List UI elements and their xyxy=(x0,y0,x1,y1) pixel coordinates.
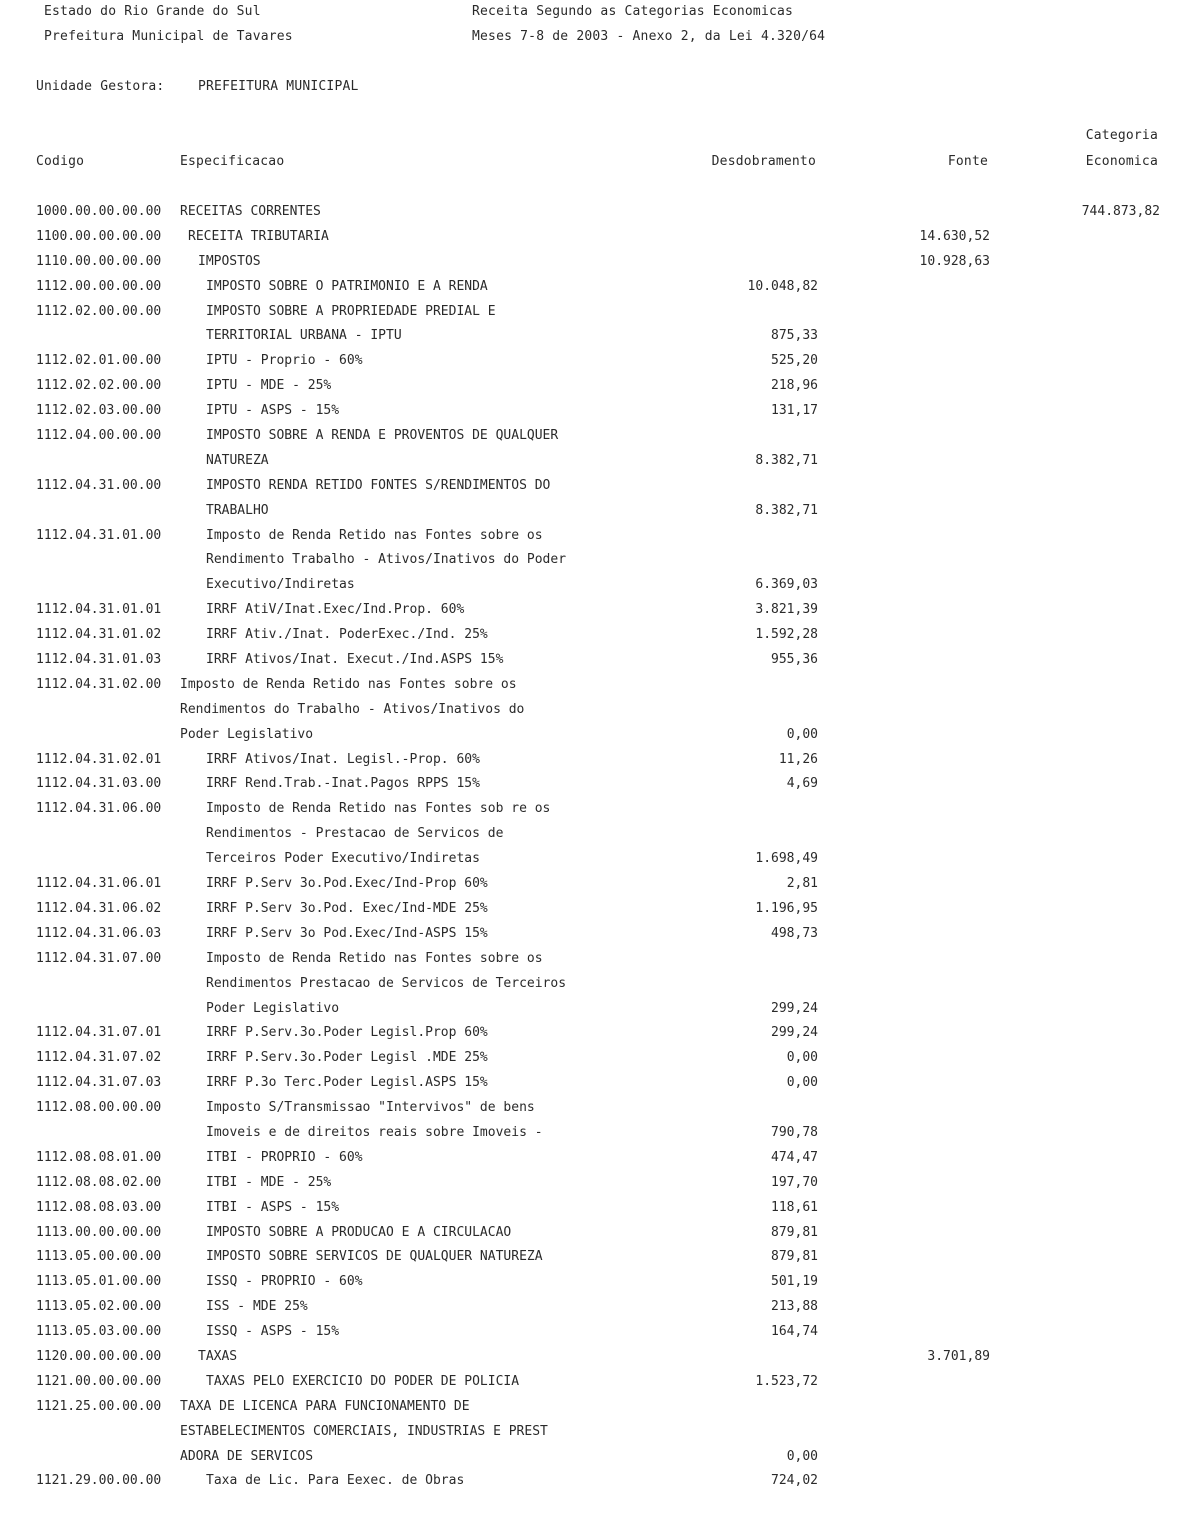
row-code: 1100.00.00.00.00 xyxy=(36,228,162,244)
row-code: 1121.29.00.00.00 xyxy=(36,1473,162,1489)
row-specification: IRRF Rend.Trab.-Inat.Pagos RPPS 15% xyxy=(206,776,480,792)
table-row xyxy=(0,724,1200,749)
row-specification: Imposto de Renda Retido nas Fontes sobre os xyxy=(206,527,543,543)
table-row xyxy=(0,873,1200,898)
table-row xyxy=(0,1197,1200,1222)
row-code: 1110.00.00.00.00 xyxy=(36,253,162,269)
table-row xyxy=(0,549,1200,574)
row-desdobramento-value: 164,74 xyxy=(771,1324,818,1340)
row-desdobramento-value: 0,00 xyxy=(786,726,818,742)
table-row xyxy=(0,948,1200,973)
row-specification: Rendimento Trabalho - Ativos/Inativos do Poder xyxy=(206,552,567,568)
column-header-especificacao: Especificacao xyxy=(180,154,285,169)
row-specification: IRRF P.Serv 3o Pod.Exec/Ind-ASPS 15% xyxy=(206,925,488,941)
row-specification: IPTU - MDE - 25% xyxy=(206,378,332,394)
row-specification: ADORA DE SERVICOS xyxy=(180,1448,314,1464)
table-row xyxy=(0,301,1200,326)
table-row xyxy=(0,848,1200,873)
table-row xyxy=(0,525,1200,550)
row-desdobramento-value: 879,81 xyxy=(771,1224,818,1240)
row-desdobramento-value: 1.698,49 xyxy=(755,851,818,867)
table-row xyxy=(0,425,1200,450)
table-row xyxy=(0,1097,1200,1122)
table-row xyxy=(0,749,1200,774)
row-specification: Rendimentos do Trabalho - Ativos/Inativos do xyxy=(180,701,525,717)
row-code: 1112.04.31.06.03 xyxy=(36,925,162,941)
row-specification: IRRF P.Serv 3o.Pod.Exec/Ind-Prop 60% xyxy=(206,876,488,892)
row-desdobramento-value: 131,17 xyxy=(771,403,818,419)
row-specification: ISS - MDE 25% xyxy=(206,1299,308,1315)
table-row xyxy=(0,1396,1200,1421)
row-desdobramento-value: 1.523,72 xyxy=(755,1373,818,1389)
row-code: 1112.04.31.06.00 xyxy=(36,801,162,817)
unit-label: Unidade Gestora: xyxy=(36,79,165,94)
row-specification: RECEITA TRIBUTARIA xyxy=(188,228,329,244)
row-desdobramento-value: 299,24 xyxy=(771,1025,818,1041)
row-specification: IRRF Ativos/Inat. Legisl.-Prop. 60% xyxy=(206,751,480,767)
row-specification: Imposto de Renda Retido nas Fontes sob re os xyxy=(206,801,551,817)
table-row xyxy=(0,1122,1200,1147)
row-specification: ESTABELECIMENTOS COMERCIAIS, INDUSTRIAS E PREST xyxy=(180,1423,548,1439)
report-title: Receita Segundo as Categorias Economicas xyxy=(472,4,794,19)
row-code: 1112.02.03.00.00 xyxy=(36,403,162,419)
state-name: Estado do Rio Grande do Sul xyxy=(44,4,261,19)
row-desdobramento-value: 474,47 xyxy=(771,1149,818,1165)
row-specification: IMPOSTO RENDA RETIDO FONTES S/RENDIMENTOS DO xyxy=(206,477,551,493)
row-code: 1112.04.31.03.00 xyxy=(36,776,162,792)
row-specification: IMPOSTO SOBRE A PROPRIEDADE PREDIAL E xyxy=(206,303,496,319)
row-desdobramento-value: 213,88 xyxy=(771,1299,818,1315)
table-row xyxy=(0,251,1200,276)
row-desdobramento-value: 1.592,28 xyxy=(755,627,818,643)
table-row xyxy=(0,475,1200,500)
table-row xyxy=(0,1346,1200,1371)
row-specification: IPTU - ASPS - 15% xyxy=(206,403,340,419)
table-row xyxy=(0,1246,1200,1271)
column-header-economica: Economica xyxy=(1085,154,1158,169)
row-desdobramento-value: 724,02 xyxy=(771,1473,818,1489)
row-specification: Executivo/Indiretas xyxy=(206,577,355,593)
row-specification: IPTU - Proprio - 60% xyxy=(206,353,363,369)
table-row xyxy=(0,1446,1200,1471)
row-desdobramento-value: 3.821,39 xyxy=(755,602,818,618)
table-row xyxy=(0,1072,1200,1097)
row-desdobramento-value: 299,24 xyxy=(771,1000,818,1016)
row-desdobramento-value: 8.382,71 xyxy=(755,452,818,468)
row-code: 1112.04.31.06.02 xyxy=(36,900,162,916)
row-fonte-value: 3.701,89 xyxy=(927,1348,990,1364)
table-row xyxy=(0,1022,1200,1047)
row-specification: IRRF P.Serv.3o.Poder Legisl .MDE 25% xyxy=(206,1050,488,1066)
table-row xyxy=(0,773,1200,798)
row-specification: TRABALHO xyxy=(206,502,269,518)
row-code: 1112.00.00.00.00 xyxy=(36,278,162,294)
row-specification: IMPOSTO SOBRE A RENDA E PROVENTOS DE QUALQUER xyxy=(206,428,559,444)
row-code: 1120.00.00.00.00 xyxy=(36,1348,162,1364)
row-specification: Imoveis e de direitos reais sobre Imoveis - xyxy=(206,1124,543,1140)
row-code: 1121.25.00.00.00 xyxy=(36,1398,162,1414)
table-row xyxy=(0,699,1200,724)
table-row xyxy=(0,923,1200,948)
row-code: 1112.04.31.01.01 xyxy=(36,602,162,618)
table-row xyxy=(0,798,1200,823)
column-header-codigo: Codigo xyxy=(36,154,85,169)
row-code: 1112.04.31.07.02 xyxy=(36,1050,162,1066)
row-desdobramento-value: 6.369,03 xyxy=(755,577,818,593)
row-code: 1112.08.00.00.00 xyxy=(36,1100,162,1116)
row-code: 1112.04.31.01.03 xyxy=(36,652,162,668)
row-code: 1112.08.08.02.00 xyxy=(36,1174,162,1190)
table-row xyxy=(0,1470,1200,1495)
table-row xyxy=(0,1047,1200,1072)
row-desdobramento-value: 501,19 xyxy=(771,1274,818,1290)
table-row xyxy=(0,823,1200,848)
row-specification: Taxa de Lic. Para Eexec. de Obras xyxy=(206,1473,465,1489)
row-specification: ISSQ - ASPS - 15% xyxy=(206,1324,340,1340)
table-row xyxy=(0,998,1200,1023)
row-code: 1113.05.02.00.00 xyxy=(36,1299,162,1315)
row-desdobramento-value: 525,20 xyxy=(771,353,818,369)
row-desdobramento-value: 197,70 xyxy=(771,1174,818,1190)
row-code: 1112.04.31.07.00 xyxy=(36,950,162,966)
row-desdobramento-value: 11,26 xyxy=(778,751,818,767)
row-specification: ISSQ - PROPRIO - 60% xyxy=(206,1274,363,1290)
row-code: 1112.04.31.00.00 xyxy=(36,477,162,493)
row-desdobramento-value: 879,81 xyxy=(771,1249,818,1265)
row-desdobramento-value: 1.196,95 xyxy=(755,900,818,916)
row-desdobramento-value: 118,61 xyxy=(771,1199,818,1215)
table-row xyxy=(0,1271,1200,1296)
row-specification: IMPOSTOS xyxy=(198,253,261,269)
row-code: 1112.02.02.00.00 xyxy=(36,378,162,394)
row-specification: TERRITORIAL URBANA - IPTU xyxy=(206,328,402,344)
table-row xyxy=(0,599,1200,624)
row-specification: Imposto de Renda Retido nas Fontes sobre os xyxy=(180,676,517,692)
row-specification: Rendimentos - Prestacao de Servicos de xyxy=(206,826,504,842)
row-specification: RECEITAS CORRENTES xyxy=(180,204,321,219)
table-row xyxy=(0,450,1200,475)
table-row xyxy=(0,898,1200,923)
table-row xyxy=(0,1172,1200,1197)
table-row xyxy=(0,649,1200,674)
row-code: 1112.04.31.06.01 xyxy=(36,876,162,892)
table-row xyxy=(0,624,1200,649)
table-row xyxy=(0,201,1200,226)
city-hall-name: Prefeitura Municipal de Tavares xyxy=(44,29,293,44)
row-code: 1000.00.00.00.00 xyxy=(36,204,162,219)
row-specification: IRRF Ativ./Inat. PoderExec./Ind. 25% xyxy=(206,627,488,643)
row-specification: IRRF P.Serv 3o.Pod. Exec/Ind-MDE 25% xyxy=(206,900,488,916)
row-code: 1112.04.31.02.00 xyxy=(36,676,162,692)
table-row xyxy=(0,226,1200,251)
column-header-fonte: Fonte xyxy=(947,154,988,169)
row-specification: Rendimentos Prestacao de Servicos de Terceiros xyxy=(206,975,567,991)
row-desdobramento-value: 2,81 xyxy=(786,876,818,892)
row-specification: Poder Legislativo xyxy=(206,1000,340,1016)
row-specification: ITBI - ASPS - 15% xyxy=(206,1199,340,1215)
row-categoria-value: 744.873,82 xyxy=(1081,204,1160,219)
row-specification: TAXA DE LICENCA PARA FUNCIONAMENTO DE xyxy=(180,1398,470,1414)
row-code: 1113.05.01.00.00 xyxy=(36,1274,162,1290)
row-specification: IMPOSTO SOBRE SERVICOS DE QUALQUER NATUREZA xyxy=(206,1249,543,1265)
table-row xyxy=(0,1321,1200,1346)
row-code: 1113.05.00.00.00 xyxy=(36,1249,162,1265)
row-specification: ITBI - MDE - 25% xyxy=(206,1174,332,1190)
row-code: 1112.08.08.03.00 xyxy=(36,1199,162,1215)
row-desdobramento-value: 0,00 xyxy=(786,1050,818,1066)
row-code: 1113.05.03.00.00 xyxy=(36,1324,162,1340)
row-specification: IRRF P.Serv.3o.Poder Legisl.Prop 60% xyxy=(206,1025,488,1041)
table-row xyxy=(0,325,1200,350)
row-fonte-value: 10.928,63 xyxy=(919,253,990,269)
row-code: 1112.08.08.01.00 xyxy=(36,1149,162,1165)
row-specification: IMPOSTO SOBRE A PRODUCAO E A CIRCULACAO xyxy=(206,1224,512,1240)
row-code: 1112.02.01.00.00 xyxy=(36,353,162,369)
row-code: 1113.00.00.00.00 xyxy=(36,1224,162,1240)
row-specification: IRRF AtiV/Inat.Exec/Ind.Prop. 60% xyxy=(206,602,465,618)
row-specification: Poder Legislativo xyxy=(180,726,314,742)
row-code: 1112.02.00.00.00 xyxy=(36,303,162,319)
table-row xyxy=(0,276,1200,301)
revenue-table xyxy=(0,201,1200,1495)
table-row xyxy=(0,574,1200,599)
table-row xyxy=(0,1296,1200,1321)
row-desdobramento-value: 875,33 xyxy=(771,328,818,344)
column-header-desdobramento: Desdobramento xyxy=(711,154,816,169)
row-desdobramento-value: 0,00 xyxy=(786,1448,818,1464)
row-specification: NATUREZA xyxy=(206,452,269,468)
row-specification: IRRF Ativos/Inat. Execut./Ind.ASPS 15% xyxy=(206,652,504,668)
row-specification: Imposto S/Transmissao "Intervivos" de bens xyxy=(206,1100,535,1116)
row-desdobramento-value: 498,73 xyxy=(771,925,818,941)
row-specification: TAXAS xyxy=(198,1348,238,1364)
row-specification: IRRF P.3o Terc.Poder Legisl.ASPS 15% xyxy=(206,1075,488,1091)
table-row xyxy=(0,1421,1200,1446)
row-specification: Terceiros Poder Executivo/Indiretas xyxy=(206,851,480,867)
table-row xyxy=(0,1222,1200,1247)
table-row xyxy=(0,1147,1200,1172)
report-subtitle: Meses 7-8 de 2003 - Anexo 2, da Lei 4.320/64 xyxy=(472,29,826,44)
table-row xyxy=(0,1371,1200,1396)
row-specification: TAXAS PELO EXERCICIO DO PODER DE POLICIA xyxy=(206,1373,520,1389)
unit-value: PREFEITURA MUNICIPAL xyxy=(198,79,359,94)
row-desdobramento-value: 790,78 xyxy=(771,1124,818,1140)
row-desdobramento-value: 0,00 xyxy=(786,1075,818,1091)
row-code: 1112.04.31.07.03 xyxy=(36,1075,162,1091)
row-desdobramento-value: 8.382,71 xyxy=(755,502,818,518)
table-row xyxy=(0,500,1200,525)
row-code: 1112.04.00.00.00 xyxy=(36,428,162,444)
table-row xyxy=(0,400,1200,425)
row-desdobramento-value: 10.048,82 xyxy=(747,278,818,294)
row-desdobramento-value: 4,69 xyxy=(786,776,818,792)
column-header-categoria: Categoria xyxy=(1085,128,1158,143)
row-code: 1112.04.31.07.01 xyxy=(36,1025,162,1041)
row-code: 1112.04.31.01.00 xyxy=(36,527,162,543)
row-desdobramento-value: 955,36 xyxy=(771,652,818,668)
row-fonte-value: 14.630,52 xyxy=(919,228,990,244)
row-desdobramento-value: 218,96 xyxy=(771,378,818,394)
row-code: 1121.00.00.00.00 xyxy=(36,1373,162,1389)
row-specification: IMPOSTO SOBRE O PATRIMONIO E A RENDA xyxy=(206,278,488,294)
row-code: 1112.04.31.01.02 xyxy=(36,627,162,643)
table-row xyxy=(0,674,1200,699)
table-row xyxy=(0,350,1200,375)
row-specification: ITBI - PROPRIO - 60% xyxy=(206,1149,363,1165)
table-row xyxy=(0,973,1200,998)
row-code: 1112.04.31.02.01 xyxy=(36,751,162,767)
table-row xyxy=(0,375,1200,400)
row-specification: Imposto de Renda Retido nas Fontes sobre os xyxy=(206,950,543,966)
